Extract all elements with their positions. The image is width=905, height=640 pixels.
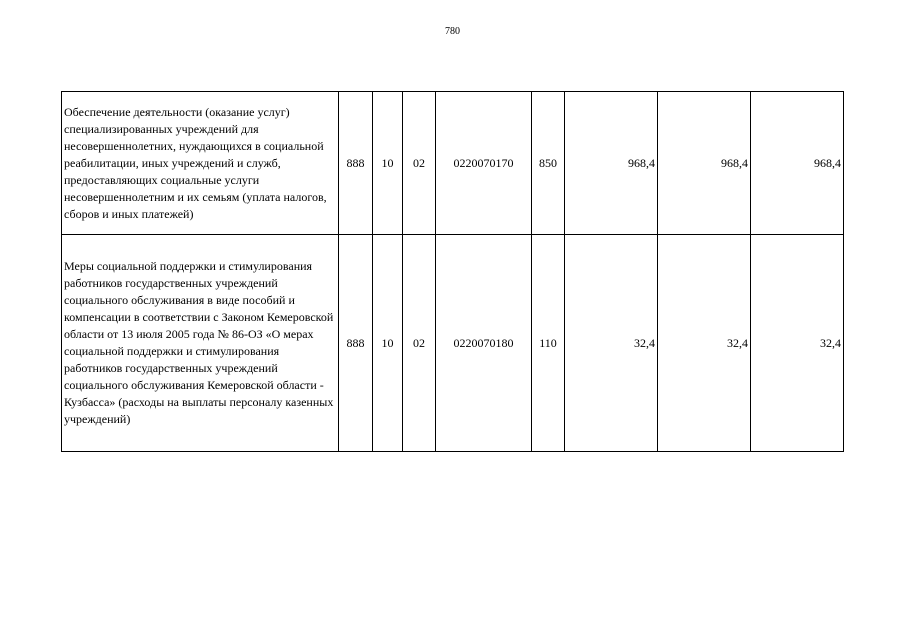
amount-3: 968,4 [751,92,844,235]
amount-1: 32,4 [565,235,658,452]
amount-2: 968,4 [658,92,751,235]
page-number: 780 [445,26,460,37]
target-article-code: 0220070180 [436,235,532,452]
ministry-code: 888 [339,235,373,452]
subsection-code: 02 [403,92,436,235]
table-row [62,92,844,235]
table-row [62,235,844,452]
subsection-code: 02 [403,235,436,452]
budget-table [61,91,844,452]
section-code: 10 [373,92,403,235]
expense-type-code: 850 [532,92,565,235]
ministry-code: 888 [339,92,373,235]
amount-1: 968,4 [565,92,658,235]
row-description: Обеспечение деятельности (оказание услуг) специализированных учреждений для несовершеннолетних, нуждающихся в социальной реабилитации, иных учреждений и служб, предоставляющих социальные услуги несовершеннолетним и их семьям (уплата налогов, сборов и иных платежей) [62,92,339,235]
target-article-code: 0220070170 [436,92,532,235]
section-code: 10 [373,235,403,452]
row-description: Меры социальной поддержки и стимулирования работников государственных учреждений социального обслуживания в виде пособий и компенсации в соответствии с Законом Кемеровской области от 13 июля 2005 года № 86-ОЗ «О мерах социальной поддержки и стимулирования работников государственных учреждений социального обслуживания Кемеровской области - Кузбасса» (расходы на выплаты персоналу казенных учреждений) [62,235,339,452]
expense-type-code: 110 [532,235,565,452]
amount-2: 32,4 [658,235,751,452]
amount-3: 32,4 [751,235,844,452]
